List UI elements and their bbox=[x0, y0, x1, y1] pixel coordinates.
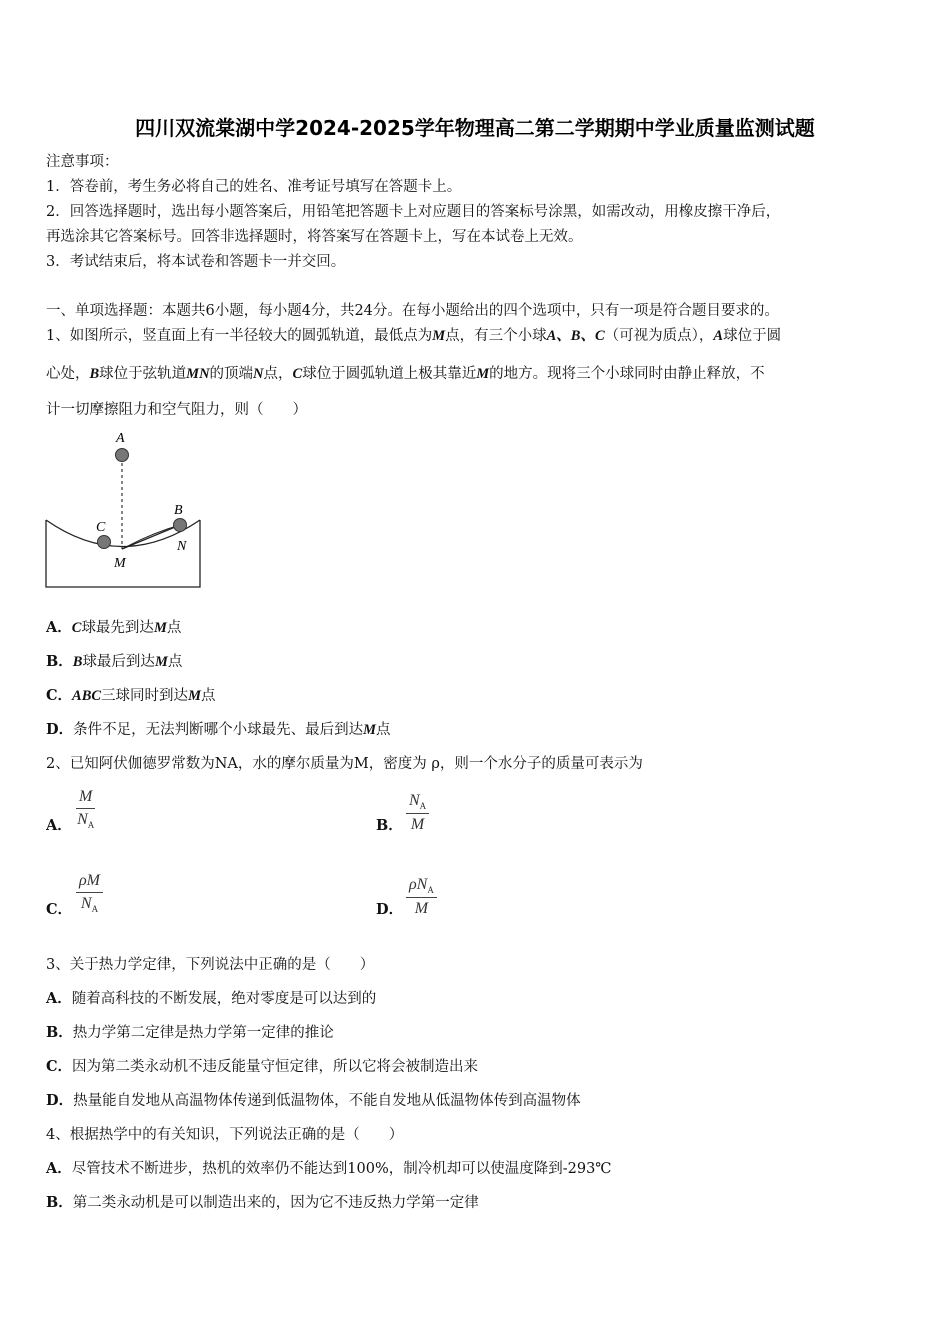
notice-item-2: 2．回答选择题时，选出每小题答案后，用铅笔把答题卡上对应题目的答案标号涂黑，如需改动，用橡皮擦干净后， bbox=[46, 204, 781, 220]
q3-option-a[interactable]: A．随着高科技的不断发展，绝对零度是可以达到的 bbox=[46, 990, 377, 1007]
q1-stem-line3: 计一切摩擦阻力和空气阻力，则（ ） bbox=[46, 402, 307, 418]
q4-option-a[interactable]: A．尽管技术不断进步，热机的效率仍不能达到100%，制冷机却可以使温度降到-293℃ bbox=[46, 1160, 612, 1177]
notice-item-3: 3．考试结束后，将本试卷和答题卡一并交回。 bbox=[46, 254, 346, 270]
q4-option-b[interactable]: B．第二类永动机是可以制造出来的，因为它不违反热力学第一定律 bbox=[46, 1194, 479, 1211]
label-n: N bbox=[177, 539, 187, 554]
notice-item-2-cont: 再选涂其它答案标号。回答非选择题时，将答案写在答题卡上，写在本试卷上无效。 bbox=[46, 229, 583, 245]
q2-option-a-fraction[interactable]: $\frac{M}{N_A}$ bbox=[77, 788, 95, 831]
q1-option-d[interactable]: D．条件不足，无法判断哪个小球最先、最后到达M点 bbox=[46, 721, 391, 738]
q2-option-d-fraction[interactable]: $\rho N_A$ M bbox=[406, 876, 437, 918]
q2-option-b-label[interactable]: B． bbox=[376, 817, 403, 834]
q1-option-c[interactable]: C．ABC三球同时到达M点 bbox=[46, 687, 216, 704]
label-m: M bbox=[114, 556, 126, 571]
page-title: 四川双流棠湖中学2024-2025学年物理高二第二学期期中学业质量监测试题 bbox=[135, 116, 815, 140]
notice-heading: 注意事项： bbox=[46, 154, 119, 170]
q2-option-c-label[interactable]: C． bbox=[46, 901, 73, 918]
q2-option-b-fraction[interactable]: $\frac{N_A}{M}$ bbox=[406, 792, 429, 834]
ball-a bbox=[116, 449, 129, 462]
q1-figure bbox=[40, 425, 210, 590]
q2-option-c-fraction[interactable]: $\frac{\rho M}{N_A}$ bbox=[76, 872, 103, 914]
q2-option-d-label[interactable]: D． bbox=[376, 901, 404, 918]
q3-option-c[interactable]: C．因为第二类永动机不违反能量守恒定律，所以它将会被制造出来 bbox=[46, 1058, 479, 1075]
q3-option-d[interactable]: D．热量能自发地从高温物体传递到低温物体，不能自发地从低温物体传到高温物体 bbox=[46, 1092, 581, 1109]
q3-stem: 3、关于热力学定律，下列说法中正确的是（ ） bbox=[46, 957, 375, 973]
q1-option-a[interactable]: A．C球最先到达M点 bbox=[46, 619, 182, 636]
section-heading: 一、单项选择题：本题共6小题，每小题4分，共24分。在每小题给出的四个选项中，只有一项是符合题目要求的。 bbox=[46, 303, 779, 319]
notice-item-1: 1．答卷前，考生务必将自己的姓名、准考证号填写在答题卡上。 bbox=[46, 179, 462, 195]
q2-stem: 2、已知阿伏伽德罗常数为NA，水的摩尔质量为M，密度为 ρ，则一个水分子的质量可表示为 bbox=[46, 756, 643, 772]
chord-track bbox=[122, 525, 180, 549]
q1-option-b[interactable]: B．B球最后到达M点 bbox=[46, 653, 183, 670]
q4-stem: 4、根据热学中的有关知识，下列说法正确的是（ ） bbox=[46, 1127, 404, 1143]
ball-b bbox=[174, 519, 187, 532]
label-a: A bbox=[116, 431, 125, 446]
q2-option-a-label[interactable]: A． bbox=[46, 817, 72, 834]
q1-stem-line2: 心处，B球位于弦轨道MN的顶端N点，C球位于圆弧轨道上极其靠近M的地方。现将三个小球同时由静止释放，不 bbox=[46, 366, 765, 382]
ball-c bbox=[98, 536, 111, 549]
q1-stem-line1: 1、如图所示，竖直面上有一半径较大的圆弧轨道，最低点为M点，有三个小球A、B、C（可视为质点），A球位于圆 bbox=[46, 328, 782, 344]
label-b: B bbox=[174, 503, 183, 518]
q3-option-b[interactable]: B．热力学第二定律是热力学第一定律的推论 bbox=[46, 1024, 334, 1041]
label-c: C bbox=[96, 520, 106, 535]
